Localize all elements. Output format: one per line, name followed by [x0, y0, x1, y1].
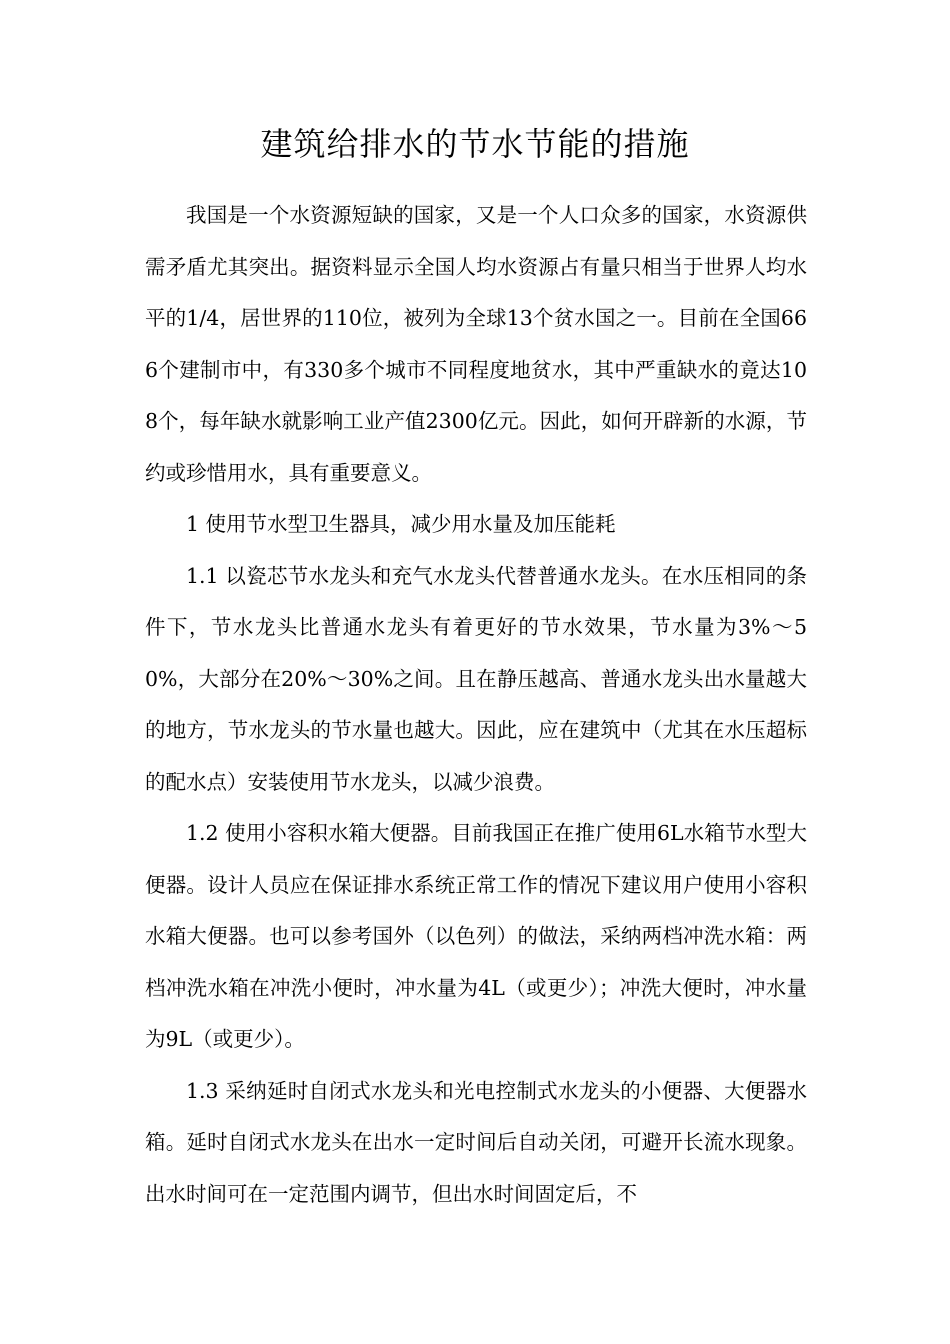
document-title: 建筑给排水的节水节能的措施: [260, 125, 690, 163]
paragraph-1-2: 1.2 使用小容积水箱大便器。目前我国正在推广使用6L水箱节水型大便器。设计人员应在保证排水系统正常工作的情况下建议用户使用小容积水箱大便器。也可以参考国外（以色列）的做法，采纳两档冲洗水箱：两档冲洗水箱在冲洗小便时，冲水量为4L（或更少）；冲洗大便时，冲水量为9L（或更少）。: [145, 821, 807, 1051]
section-heading-1: 1 使用节水型卫生器具，减少用水量及加压能耗: [186, 512, 616, 536]
paragraph-1-1: 1.1 以瓷芯节水龙头和充气水龙头代替普通水龙头。在水压相同的条件下，节水龙头比普通水龙头有着更好的节水效果，节水量为3%～50%，大部分在20%～30%之间。且在静压越高、普通水龙头出水量越大的地方，节水龙头的节水量也越大。因此，应在建筑中（尤其在水压超标的配水点）安装使用节水龙头，以减少浪费。: [145, 563, 807, 794]
paragraph-1-3: 1.3 采纳延时自闭式水龙头和光电控制式水龙头的小便器、大便器水箱。延时自闭式水龙头在出水一定时间后自动关闭，可避开长流水现象。出水时间可在一定范围内调节，但出水时间固定后，不: [145, 1078, 807, 1206]
paragraph-intro: 我国是一个水资源短缺的国家，又是一个人口众多的国家，水资源供需矛盾尤其突出。据资料显示全国人均水资源占有量只相当于世界人均水平的1/4，居世界的110位，被列为全球13个贫水国之一。目前在全国666个建制市中，有330多个城市不同程度地贫水，其中严重缺水的竟达108个，每年缺水就影响工业产值2300亿元。因此，如何开辟新的水源，节约或珍惜用水，具有重要意义。: [145, 203, 807, 485]
document-body: [145, 190, 807, 1220]
